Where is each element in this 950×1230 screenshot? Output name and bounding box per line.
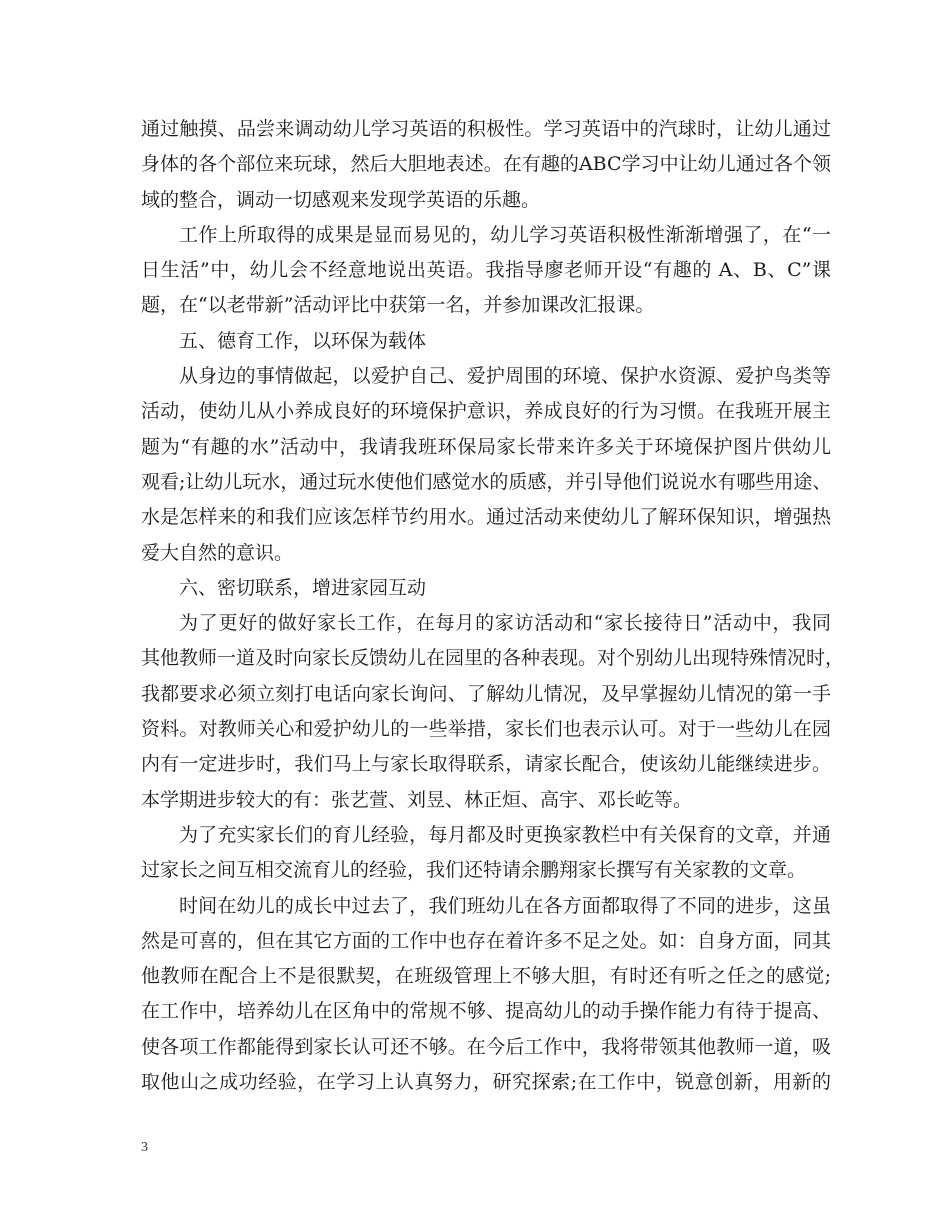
text-line: 在工作中，培养幼儿在区角中的常规不够、提高幼儿的动手操作能力有待于提高、 xyxy=(141,1000,831,1023)
text-line: 我都要求必须立刻打电话向家长询问、了解幼儿情况，及早掌握幼儿情况的第一手 xyxy=(141,682,831,705)
text-line: 工作上所取得的成果是显而易见的，幼儿学习英语积极性渐渐增强了，在“一 xyxy=(179,223,831,246)
section-heading: 六、密切联系，增进家园互动 xyxy=(179,576,427,599)
page-number: 3 xyxy=(141,1140,148,1155)
text-line: 然是可喜的，但在其它方面的工作中也存在着许多不足之处。如：自身方面，同其 xyxy=(141,929,831,952)
text-line: 题为“有趣的水”活动中，我请我班环保局家长带来许多关于环境保护图片供幼儿 xyxy=(141,435,831,458)
text-line: 为了更好的做好家长工作，在每月的家访活动和“家长接待日”活动中，我同 xyxy=(179,612,831,635)
text-line: 活动，使幼儿从小养成良好的环境保护意识，养成良好的行为习惯。在我班开展主 xyxy=(141,400,831,423)
text-line: 身体的各个部位来玩球，然后大胆地表述。在有趣的ABC学习中让幼儿通过各个领 xyxy=(141,153,831,176)
text-line: 他教师在配合上不是很默契，在班级管理上不够大胆，有时还有听之任之的感觉; xyxy=(141,965,831,988)
section-heading: 五、德育工作，以环保为载体 xyxy=(179,329,427,352)
body-text xyxy=(141,112,845,1100)
text-line: 水是怎样来的和我们应该怎样节约用水。通过活动来使幼儿了解环保知识，增强热 xyxy=(141,506,831,529)
text-line: 观看;让幼儿玩水，通过玩水使他们感觉水的质感，并引导他们说说水有哪些用途、 xyxy=(141,470,832,493)
text-line: 从身边的事情做起，以爱护自己、爱护周围的环境、保护水资源、爱护鸟类等 xyxy=(179,365,831,388)
text-line: 内有一定进步时，我们马上与家长取得联系，请家长配合，使该幼儿能继续进步。 xyxy=(141,753,831,776)
text-line: 取他山之成功经验，在学习上认真努力，研究探索;在工作中，锐意创新，用新的 xyxy=(141,1071,831,1094)
text-line: 资料。对教师关心和爱护幼儿的一些举措，家长们也表示认可。对于一些幼儿在园 xyxy=(141,718,831,741)
text-line: 时间在幼儿的成长中过去了，我们班幼儿在各方面都取得了不同的进步，这虽 xyxy=(179,894,831,917)
text-line: 为了充实家长们的育儿经验，每月都及时更换家教栏中有关保育的文章，并通 xyxy=(179,823,831,846)
text-line: 题，在“以老带新”活动评比中获第一名，并参加课改汇报课。 xyxy=(141,294,655,317)
text-line: 使各项工作都能得到家长认可还不够。在今后工作中，我将带领其他教师一道，吸 xyxy=(141,1035,831,1058)
text-line: 过家长之间互相交流育儿的经验，我们还特请余鹏翔家长撰写有关家教的文章。 xyxy=(141,859,807,882)
text-line: 爱大自然的意识。 xyxy=(141,541,294,564)
text-line: 日生活”中，幼儿会不经意地说出英语。我指导廖老师开设“有趣的 A、B、C”课 xyxy=(141,259,831,282)
text-line: 通过触摸、品尝来调动幼儿学习英语的积极性。学习英语中的汽球时，让幼儿通过 xyxy=(141,118,831,140)
text-line: 域的整合，调动一切感观来发现学英语的乐趣。 xyxy=(141,188,541,211)
text-line: 其他教师一道及时向家长反馈幼儿在园里的各种表现。对个别幼儿出现特殊情况时， xyxy=(141,647,845,670)
text-line: 本学期进步较大的有：张艺萱、刘昱、林正烜、高宇、邓长屹等。 xyxy=(141,788,693,811)
